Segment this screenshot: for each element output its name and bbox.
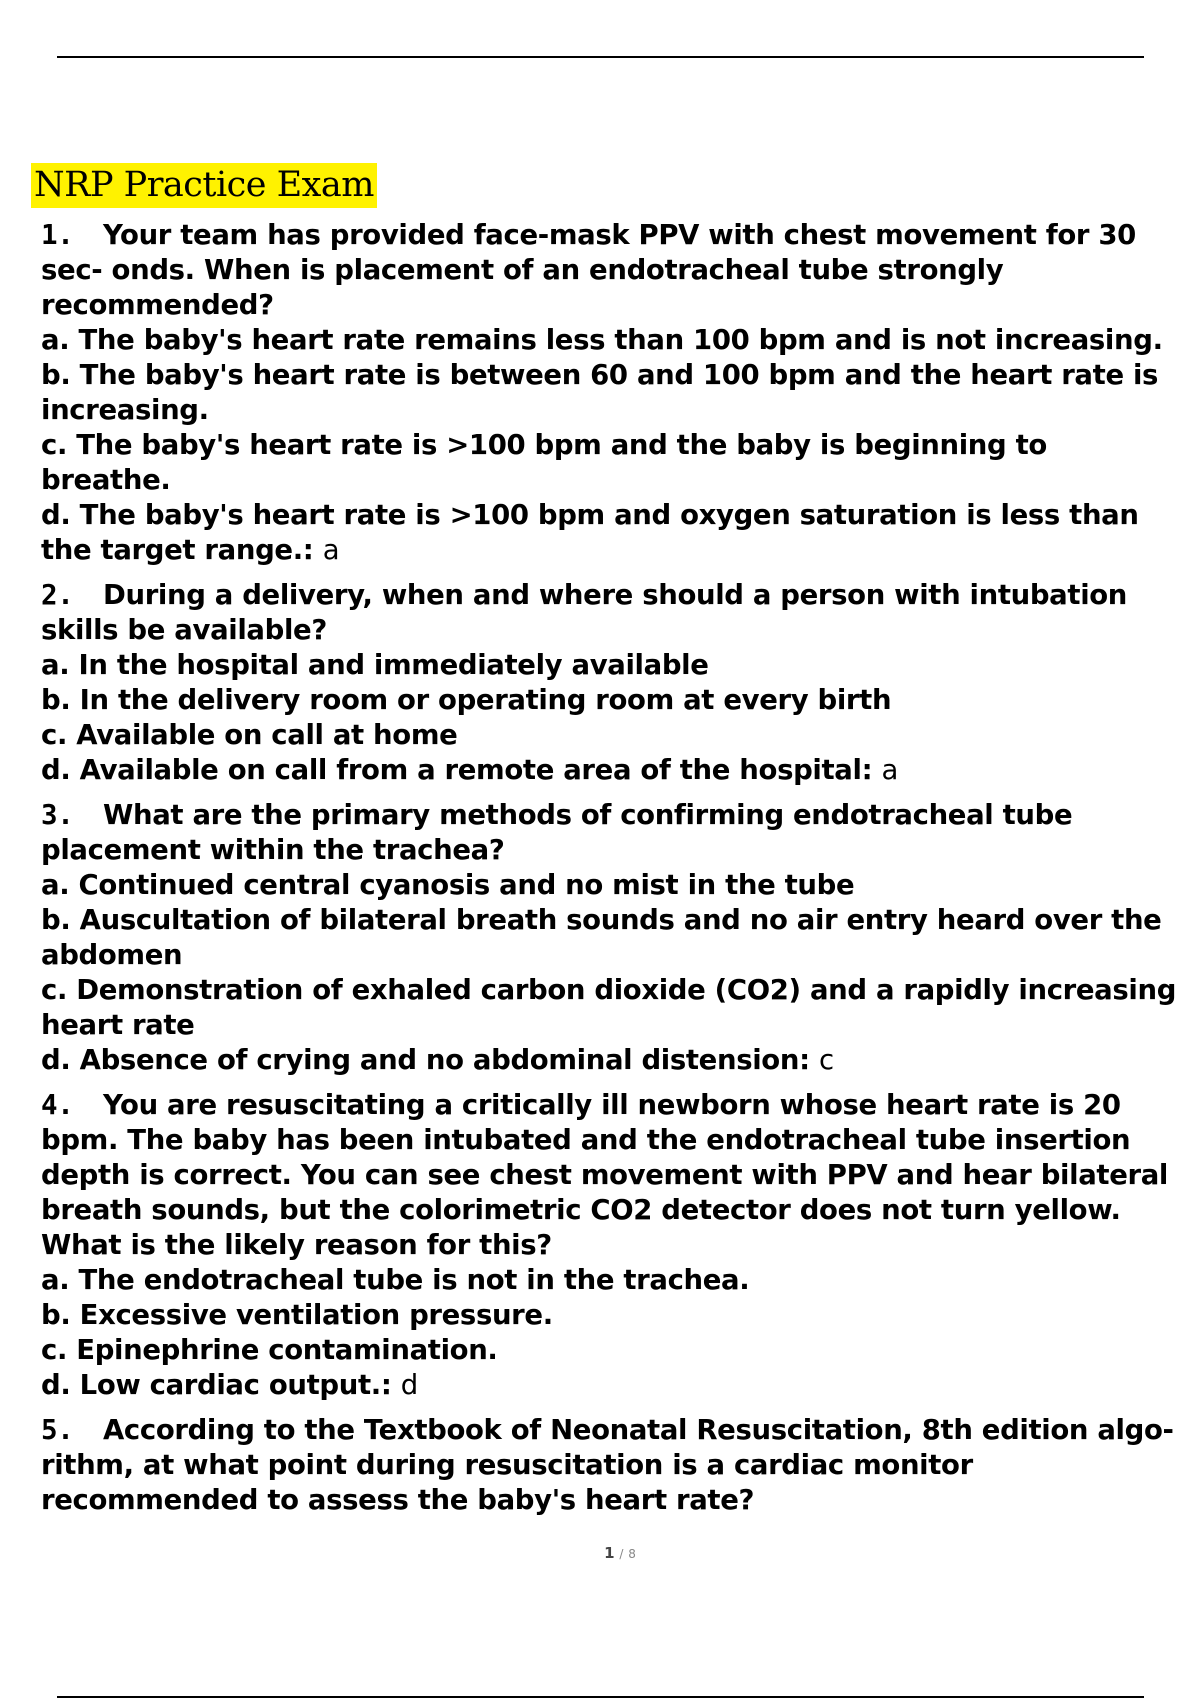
question-stem	[41, 578, 1181, 648]
total-pages: 8	[628, 1547, 636, 1561]
question-text: What are the primary methods of confirming endotracheal tube placement within the trachea?	[41, 799, 1073, 866]
correct-answer: d	[400, 1369, 418, 1401]
answer-option-c: c. Epinephrine contamination.	[41, 1334, 498, 1366]
question-number: 5.	[41, 1414, 74, 1446]
answer-option-c: c. Available on call at home	[41, 719, 458, 751]
question-text: You are resuscitating a critically ill newborn whose heart rate is 20 bpm. The baby has been intubated and the endotracheal tube insertion depth is correct. You can see chest movement with PPV and hear bilateral breath sounds, but the colorimetric CO2 detector does not turn yellow. What is the likely reason for this?	[41, 1089, 1169, 1261]
answer-option-b: b. Auscultation of bilateral breath sounds and no air entry heard over the abdomen	[41, 904, 1162, 971]
question-number: 1.	[41, 219, 74, 251]
option-text: d. Available on call from a remote area of the hospital:	[41, 754, 873, 786]
document-title: NRP Practice Exam	[31, 163, 377, 208]
answer-option-b: b. The baby's heart rate is between 60 and 100 bpm and the heart rate is increasing.	[41, 359, 1159, 426]
question-1	[41, 218, 1181, 568]
question-number: 4.	[41, 1089, 74, 1121]
question-text: Your team has provided face-mask PPV with chest movement for 30 sec- onds. When is placement of an endotracheal tube strongly recommended?	[41, 219, 1136, 321]
answer-option-b: b. In the delivery room or operating room at every birth	[41, 684, 892, 716]
correct-answer: a	[881, 754, 898, 786]
top-rule	[57, 56, 1144, 58]
question-3	[41, 798, 1181, 1078]
question-number: 3.	[41, 799, 74, 831]
current-page: 1	[604, 1544, 615, 1562]
question-2	[41, 578, 1181, 788]
question-stem	[41, 1413, 1181, 1518]
question-4	[41, 1088, 1181, 1403]
answer-option-d	[41, 1043, 1181, 1078]
answer-option-a: a. In the hospital and immediately available	[41, 649, 709, 681]
answer-option-b: b. Excessive ventilation pressure.	[41, 1299, 553, 1331]
question-stem	[41, 218, 1181, 323]
option-text: d. The baby's heart rate is >100 bpm and oxygen saturation is less than the target range.:	[41, 499, 1139, 566]
question-5	[41, 1413, 1181, 1518]
question-text: During a delivery, when and where should a person with intubation skills be available?	[41, 579, 1128, 646]
bottom-rule	[57, 1696, 1144, 1698]
answer-option-a: a. The endotracheal tube is not in the trachea.	[41, 1264, 750, 1296]
answer-option-d	[41, 1368, 1181, 1403]
title-container	[31, 163, 377, 208]
option-text: d. Low cardiac output.:	[41, 1369, 392, 1401]
question-text: According to the Textbook of Neonatal Resuscitation, 8th edition algo- rithm, at what point during resuscitation is a cardiac monitor recommended to assess the baby's heart rate?	[41, 1414, 1174, 1516]
answer-option-c: c. The baby's heart rate is >100 bpm and the baby is beginning to breathe.	[41, 429, 1047, 496]
answer-option-a: a. The baby's heart rate remains less than 100 bpm and is not increasing.	[41, 324, 1163, 356]
answer-option-a: a. Continued central cyanosis and no mist in the tube	[41, 869, 855, 901]
page-separator: /	[619, 1547, 624, 1561]
correct-answer: c	[818, 1044, 834, 1076]
page-indicator	[0, 1544, 1200, 1562]
answer-option-c: c. Demonstration of exhaled carbon dioxide (CO2) and a rapidly increasing heart rate	[41, 974, 1177, 1041]
option-text: d. Absence of crying and no abdominal distension:	[41, 1044, 810, 1076]
correct-answer: a	[322, 534, 340, 566]
answer-option-d	[41, 753, 1181, 788]
question-list	[41, 218, 1181, 1528]
question-number: 2.	[41, 579, 74, 611]
question-stem	[41, 798, 1181, 868]
answer-option-d	[41, 498, 1181, 568]
question-stem	[41, 1088, 1181, 1263]
